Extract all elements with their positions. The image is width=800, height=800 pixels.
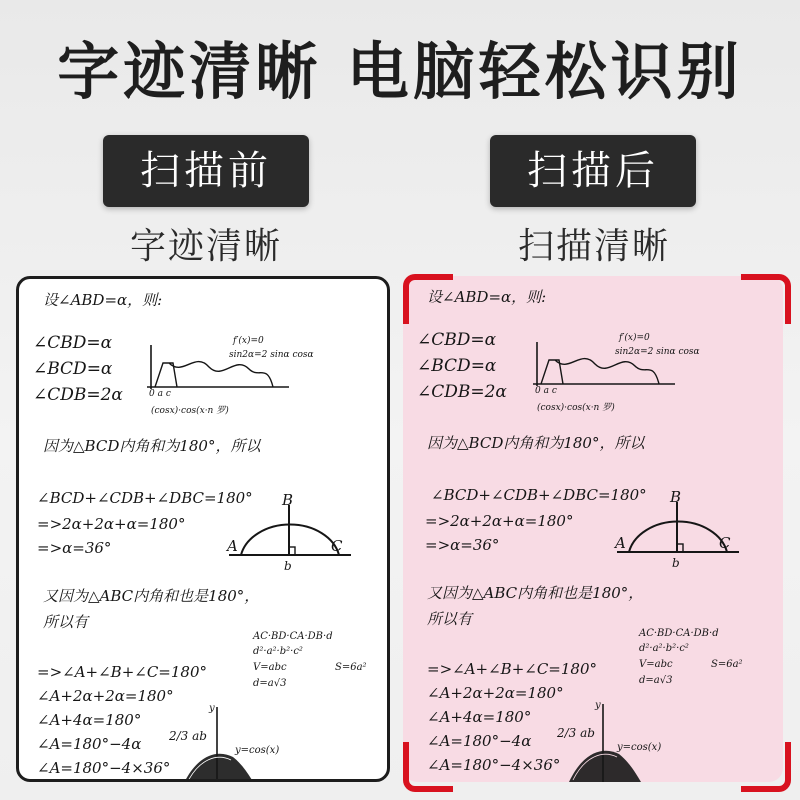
formula-block-line: d=a√3	[639, 675, 673, 686]
formula-block-line: d²·a²·b²·c²	[253, 646, 303, 657]
formula-block-line: AC·BD·CA·DB·d	[639, 628, 719, 639]
scan-frame-corner-top-right	[741, 274, 791, 324]
note-line: ∠BCD+∠CDB+∠DBC=180°	[431, 486, 647, 504]
note-line: 因为△BCD内角和为180°，所以	[43, 437, 261, 455]
cos-graph-axis: y	[595, 700, 601, 711]
note-line: 又因为△ABC内角和也是180°，	[427, 584, 644, 602]
graph-axis-labels: 0 a c	[535, 386, 557, 396]
note-line: =>2α+2α+α=180°	[37, 515, 186, 533]
scan-frame-corner-top-left	[403, 274, 453, 324]
note-line: ∠CBD=α	[33, 333, 113, 353]
note-line: 所以有	[427, 610, 473, 628]
scan-frame-corner-bottom-right	[741, 742, 791, 792]
note-line: 所以有	[43, 613, 89, 631]
formula-block-line: d=a√3	[253, 678, 287, 689]
note-line: ∠A=180°−4×36°	[37, 759, 171, 777]
graph-axis-labels: 0 a c	[149, 389, 171, 399]
formula-block-line: V=abc	[639, 659, 673, 670]
note-line: =>α=36°	[425, 536, 500, 554]
note-line: ∠CDB=2α	[33, 385, 123, 405]
before-scan-subtitle: 字迹清晰	[129, 226, 282, 267]
graph-formula: sin2α=2 sinα cosα	[229, 350, 314, 360]
scan-frame-corner-bottom-left	[403, 742, 453, 792]
cos-graph-label: y=cos(x)	[617, 742, 662, 753]
note-line: ∠A+2α+2α=180°	[37, 687, 174, 705]
after-scan-panel	[403, 276, 783, 782]
cos-graph	[177, 705, 287, 782]
fraction: 2/3 ab	[169, 729, 207, 743]
note-line: =>2α+2α+α=180°	[425, 512, 574, 530]
note-line: ∠CDB=2α	[417, 382, 507, 402]
note-line: =>∠A+∠B+∠C=180°	[427, 660, 598, 678]
before-scan-panel	[16, 276, 390, 782]
note-line: ∠A=180°−4×36°	[427, 756, 561, 774]
semicircle-label: B	[670, 488, 682, 506]
graph-caption: (cosx)·cos(x·n 罗)	[537, 403, 615, 413]
wave-graph	[143, 341, 293, 393]
note-line: ∠A+4α=180°	[427, 708, 532, 726]
note-line: =>α=36°	[37, 539, 112, 557]
note-line: 设∠ABD=α，则:	[427, 288, 547, 306]
note-line: 因为△BCD内角和为180°，所以	[427, 434, 645, 452]
note-line: ∠BCD=α	[33, 359, 113, 379]
note-line: ∠A=180°−4α	[37, 735, 142, 753]
graph-caption: (cosx)·cos(x·n 罗)	[151, 406, 229, 416]
note-line: ∠A=180°−4α	[427, 732, 532, 750]
formula-block-line: AC·BD·CA·DB·d	[253, 631, 333, 642]
formula-block-line: V=abc	[253, 662, 287, 673]
note-line: ∠BCD=α	[417, 356, 497, 376]
semicircle-label: C	[331, 537, 343, 555]
after-scan-subtitle: 扫描清晰	[517, 226, 670, 267]
formula-block-line: d²·a²·b²·c²	[639, 643, 689, 654]
cos-graph-label: y=cos(x)	[235, 745, 280, 756]
semicircle-label: b	[284, 559, 292, 573]
graph-formula: sin2α=2 sinα cosα	[615, 347, 700, 357]
note-line: ∠A+2α+2α=180°	[427, 684, 564, 702]
note-line: 设∠ABD=α，则:	[43, 291, 163, 309]
formula-block-line: S=6a²	[335, 662, 367, 673]
semicircle-label: C	[719, 534, 731, 552]
semicircle-label: b	[672, 556, 680, 570]
note-line: ∠A+4α=180°	[37, 711, 142, 729]
wave-graph	[529, 338, 679, 390]
semicircle-label: A	[227, 537, 238, 555]
semicircle-label: B	[282, 491, 294, 509]
note-line: 又因为△ABC内角和也是180°，	[43, 587, 260, 605]
before-scan-tag: 扫描前	[103, 135, 309, 207]
cos-graph-axis: y	[209, 703, 215, 714]
headline: 字迹清晰 电脑轻松识别	[57, 35, 743, 108]
fraction: 2/3 ab	[557, 726, 595, 740]
after-scan-tag: 扫描后	[490, 135, 696, 207]
graph-formula: f′(x)=0	[619, 333, 650, 343]
note-line: ∠CBD=α	[417, 330, 497, 350]
note-line: ∠BCD+∠CDB+∠DBC=180°	[37, 489, 253, 507]
formula-block-line: S=6a²	[711, 659, 743, 670]
graph-formula: f′(x)=0	[233, 336, 264, 346]
note-line: =>∠A+∠B+∠C=180°	[37, 663, 208, 681]
semicircle-label: A	[615, 534, 626, 552]
